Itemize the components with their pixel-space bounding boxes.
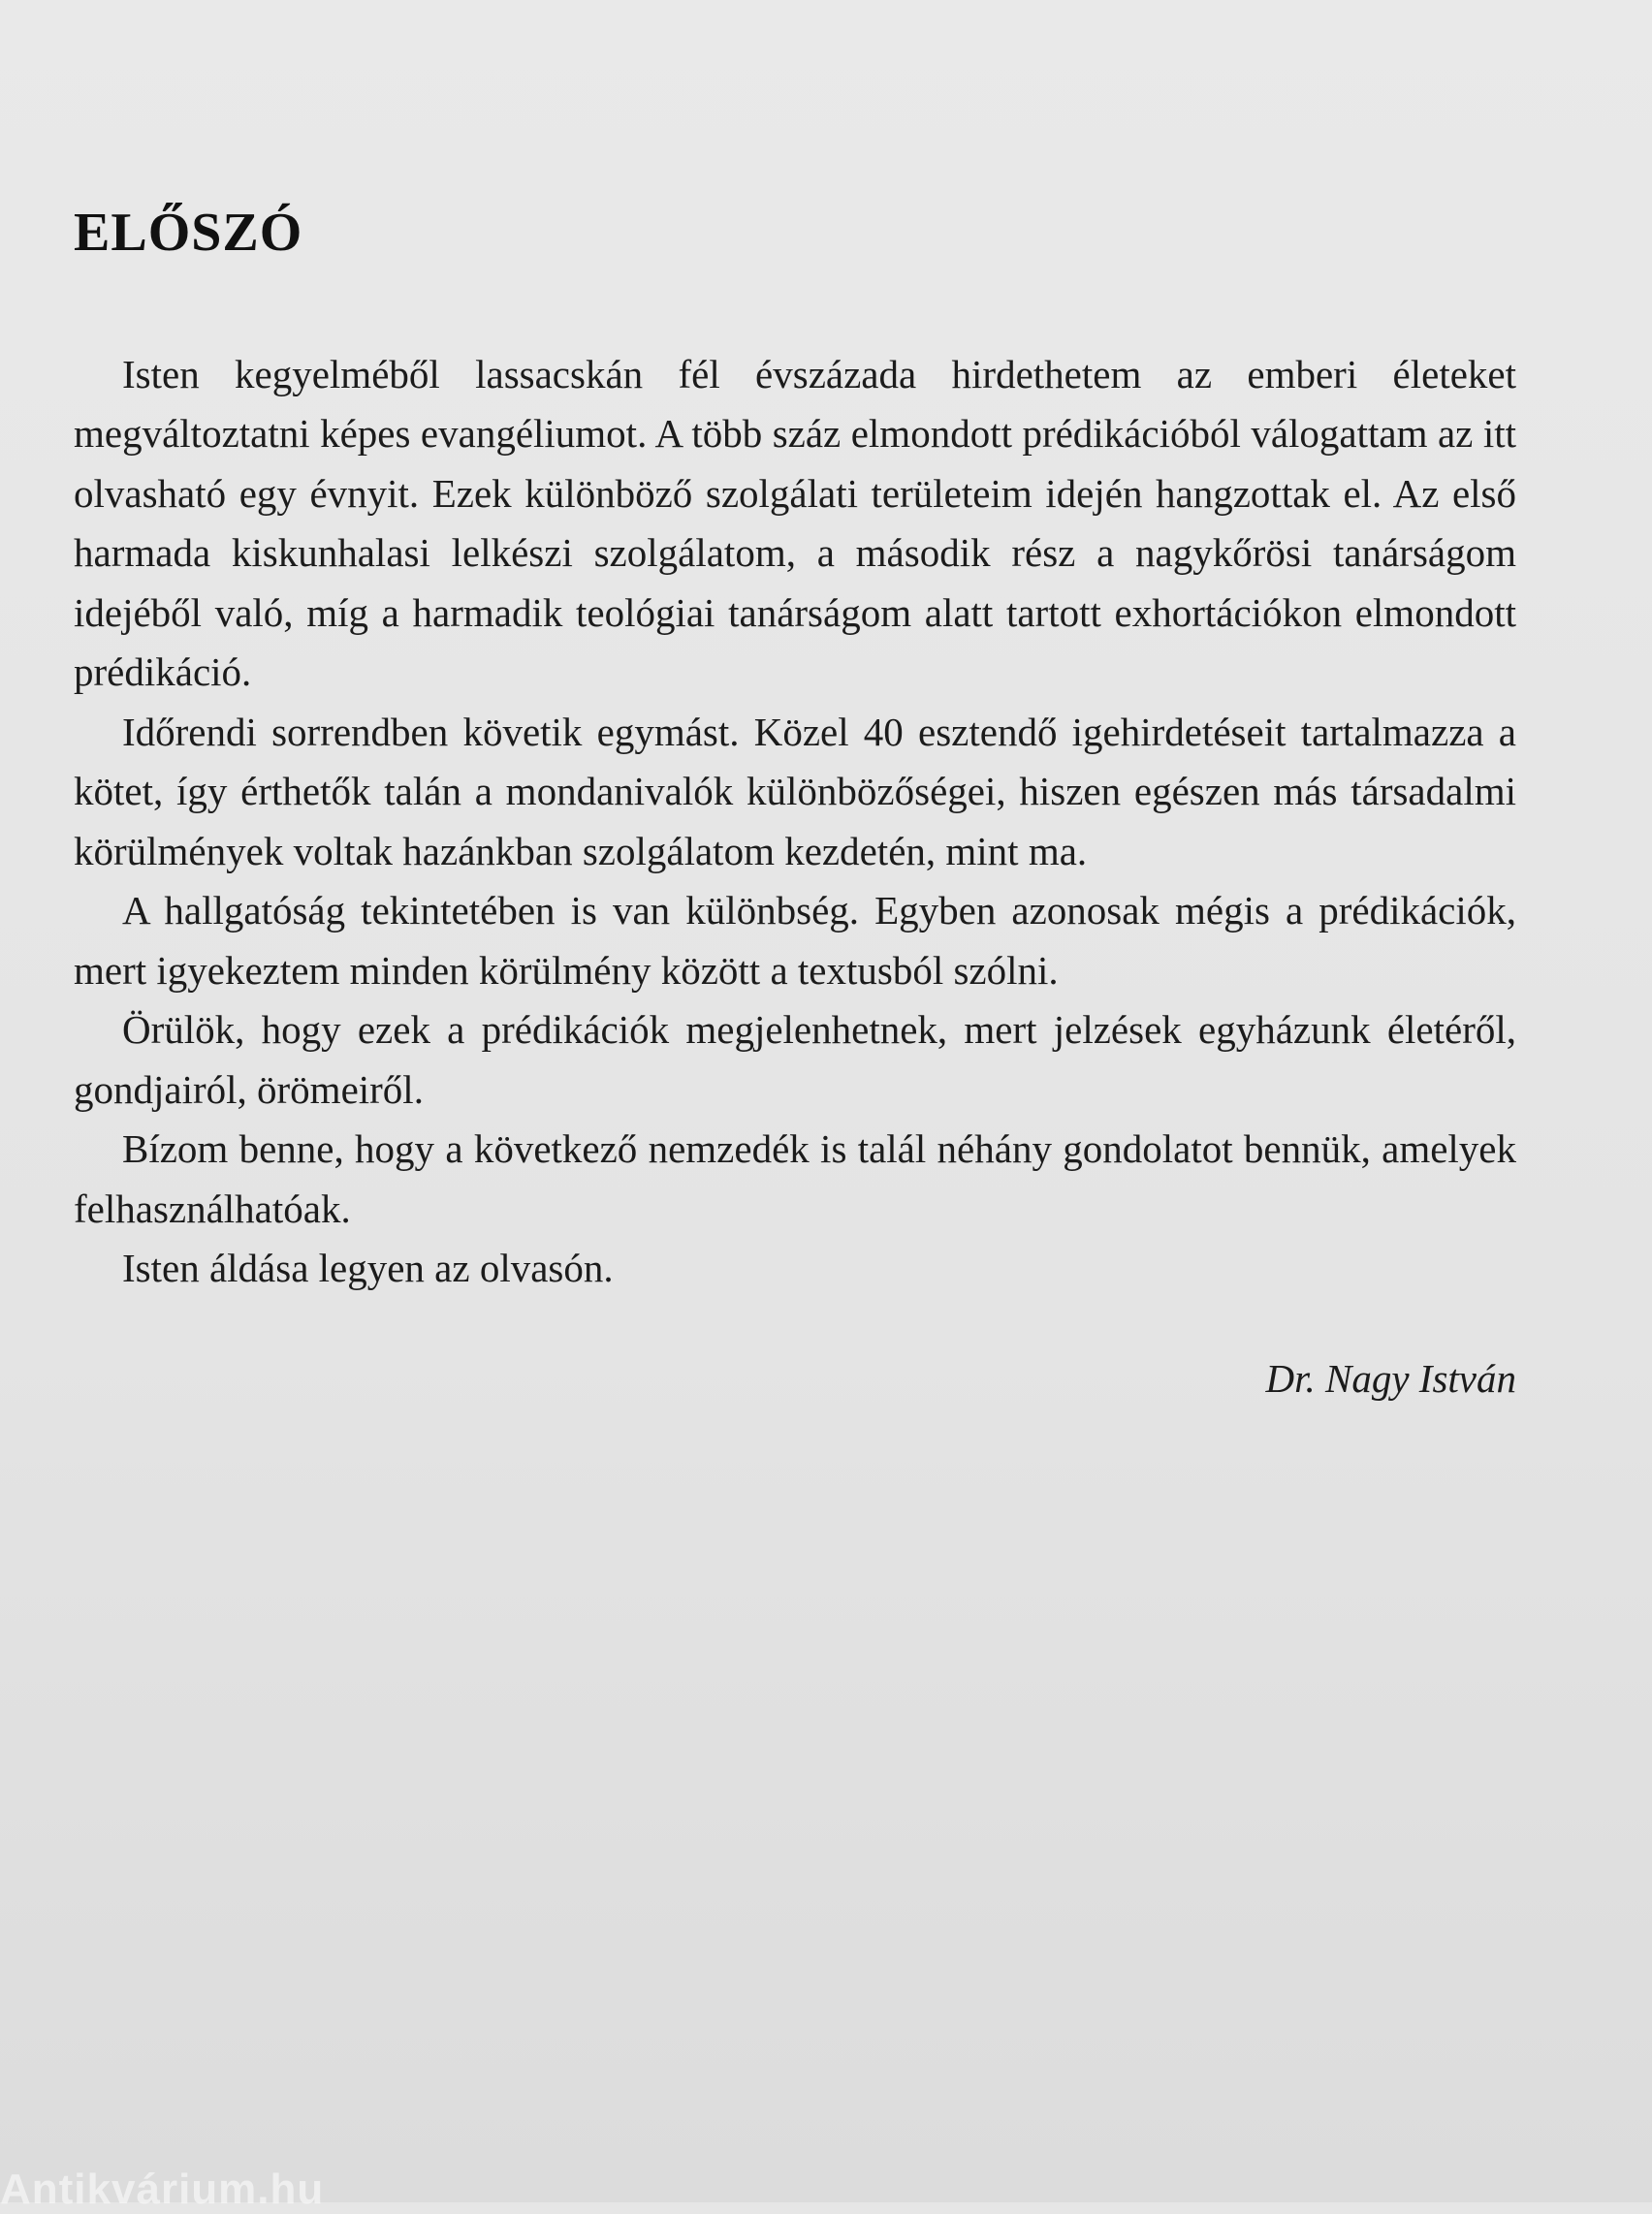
paragraph-4: Örülök, hogy ezek a prédikációk megjelenhetnek, mert jelzések egyházunk életéről, gondjairól, örömeiről. xyxy=(74,1007,1516,1112)
preface-body xyxy=(74,345,1516,1299)
paragraph-2: Időrendi sorrendben követik egymást. Közel 40 esztendő igehirdetéseit tartalmazza a kötet, így érthetők talán a mondanivalók különbözőségei, hiszen egészen más társadalmi körülmények voltak hazánkban szolgálatom kezdetén, mint ma. xyxy=(74,709,1516,873)
paragraph-3: A hallgatóság tekintetében is van különbség. Egyben azonosak mégis a prédikációk, mert igyekeztem minden körülmény között a textusból szólni. xyxy=(74,888,1516,993)
author-signature: Dr. Nagy István xyxy=(1265,1355,1516,1401)
page-title: ELŐSZÓ xyxy=(74,203,303,263)
paragraph-5: Bízom benne, hogy a következő nemzedék is talál néhány gondolatot bennük, amelyek felhasználhatóak. xyxy=(74,1126,1516,1231)
page-content xyxy=(74,204,1516,1402)
watermark: Antikvárium.hu xyxy=(0,2166,325,2213)
paragraph-1: Isten kegyelméből lassacskán fél évszázada hirdethetem az emberi életeket megváltoztatni képes evangéliumot. A több száz elmondott prédikációból válogattam az itt olvasható egy évnyit. Ezek különböző szolgálati területeim idején hangzottak el. Az első harmada kiskunhalasi lelkészi szolgálatom, a második rész a nagykőrösi tanárságom idejéből való, míg a harmadik teológiai tanárságom alatt tartott exhortációkon elmondott prédikáció. xyxy=(74,351,1516,695)
paragraph-6: Isten áldása legyen az olvasón. xyxy=(122,1246,614,1291)
